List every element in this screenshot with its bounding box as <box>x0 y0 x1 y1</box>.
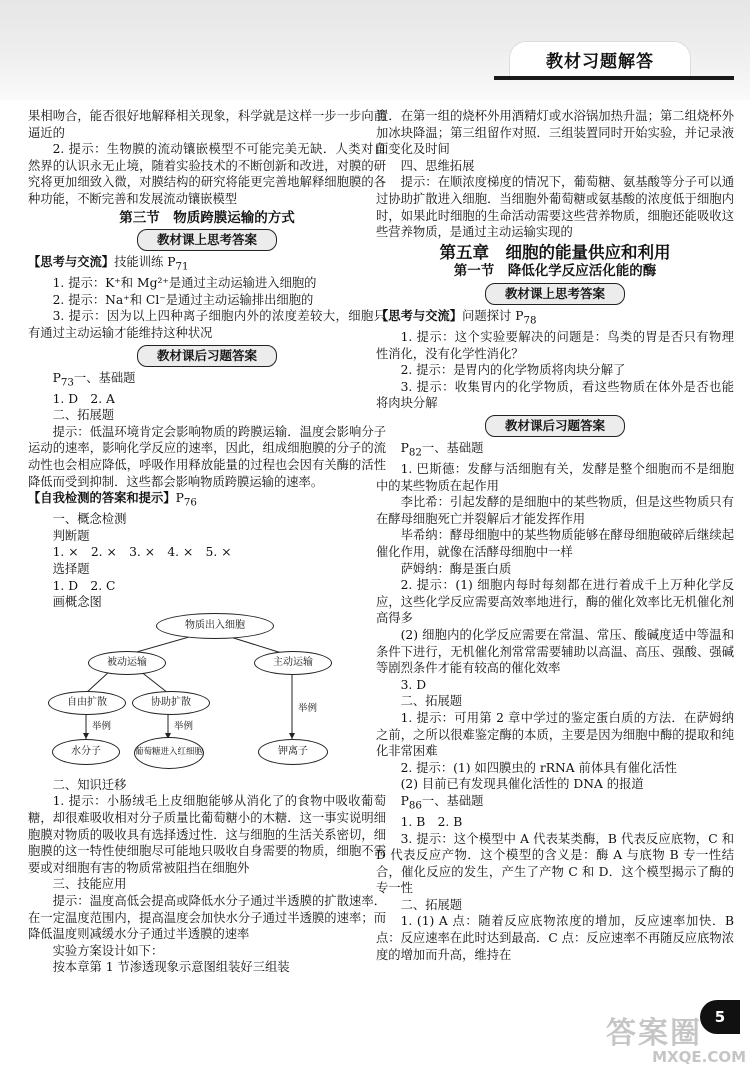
banner-in-class: 教材课上思考答案 <box>137 229 277 251</box>
answer-paragraph: 毕希纳：酵母细胞中的某些物质能够在酵母细胞破碎后继续起催化作用，就像在活酵母细胞中一样 <box>376 528 734 559</box>
discussion-text: 技能训练 P <box>114 255 176 270</box>
self-check-heading <box>28 490 386 511</box>
node-glucose: 葡萄糖进入红细胞 <box>134 737 204 769</box>
page-ref: P <box>400 793 409 808</box>
subsection-title: 四、思维拓展 <box>400 158 475 173</box>
answer-paragraph: 1. 巴斯德：发酵与活细胞有关，发酵是整个细胞而不是细胞中的某些物质在起作用 <box>376 462 734 493</box>
answer-line: 实验方案设计如下： <box>52 943 164 958</box>
intro-text: 果相吻合，能否很好地解释相关现象，科学就是这样一步一步向前逼近的 <box>28 109 386 140</box>
answer-paragraph: 3. 提示：这个模型中 A 代表某类酶，B 代表反应底物，C 和 D 代表反应产物．这个模型的含义是：酶 A 与底物 B 专一性结合，催化反应的发生，产生了产物 C 和 D．这个模型揭示了酶的专一性 <box>376 831 734 896</box>
edge-label: 举例 <box>174 720 194 732</box>
concept-map <box>48 613 378 773</box>
section-title: 第三节 物质跨膜运输的方式 <box>119 209 295 226</box>
answer-line: (2) 目前已有发现具催化活性的 DNA 的报道 <box>400 777 644 792</box>
subsection-title: 二、拓展题 <box>400 694 463 709</box>
node-potassium: 钾离子 <box>258 739 328 765</box>
answer-paragraph: 置．在第一组的烧杯外用酒精灯或水浴锅加热升温；第二组烧杯外加冰块降温；第三组留作对照．三组装置同时开始实验，并记录液面变化及时间 <box>376 109 734 157</box>
node-facilitated-diffusion: 协助扩散 <box>132 691 210 715</box>
subsection-title: 二、拓展题 <box>52 408 115 423</box>
page-ref-sub: 78 <box>523 314 537 327</box>
page-ref: P <box>175 491 184 506</box>
answer-paragraph: 提示：在顺浓度梯度的情况下，葡萄糖、氨基酸等分子可以通过协助扩散进入细胞．当细胞外葡萄糖或氨基酸的浓度低于细胞内时，如果此时细胞的生命活动需要这些营养物质，细胞还能吸收这些营养物质，是通过主动运输实现的 <box>376 175 734 240</box>
page-ref: P <box>400 440 409 455</box>
subsection-title: 二、知识迁移 <box>52 777 127 792</box>
discussion-label: 【思考与交流】 <box>376 308 463 323</box>
answer-line: 萨姆纳：酶是蛋白质 <box>400 561 512 576</box>
answer-paragraph: 1. (1) A 点：随着反应底物浓度的增加，反应速率加快．B 点：反应速率在此时达到最高．C 点：反应速率不再随反应底物浓度的增加而升高，维持在 <box>376 914 734 962</box>
page-ref-sub: 76 <box>183 496 197 509</box>
question-type: 选择题 <box>52 562 90 577</box>
page-ref: 71 <box>175 260 189 273</box>
answer-line: 1. 提示：K⁺和 Mg²⁺是通过主动运输进入细胞的 <box>52 276 317 291</box>
page-ref-line <box>376 793 734 814</box>
discussion-label: 【思考与交流】 <box>28 255 115 270</box>
answer-paragraph: 李比希：引起发酵的是细胞中的某些物质，但是这些物质只有在酵母细胞死亡并裂解后才能发挥作用 <box>376 495 734 526</box>
answer-line: 1. 提示：这个实验要解决的问题是：鸟类的胃是否只有物理性消化，没有化学性消化？ <box>376 329 734 361</box>
watermark <box>606 1008 746 1064</box>
edge-label: 举例 <box>92 720 112 732</box>
page-ref-sub: 73 <box>60 376 74 389</box>
answer-line: 3. 提示：收集胃内的化学物质，看这些物质在体外是否也能将肉块分解 <box>376 379 734 411</box>
discussion-text: 问题探讨 P <box>462 308 524 323</box>
watermark-text: 答案圈 <box>606 1016 702 1051</box>
answer-paragraph: 提示：低温环境肯定会影响物质的跨膜运输．温度会影响分子运动的速率，影响化学反应的速率，因此，组成细胞膜的分子的流动性也会相应降低，呼吸作用释放能量的过程也会因有关酶的活性降低而受到抑制．这些都会影响物质跨膜运输的速率。 <box>28 424 386 489</box>
intro-text: 2. 提示：生物膜的流动镶嵌模型不可能完美无缺．人类对自然界的认识永无止境，随着实验技术的不断创新和改进，对膜的研究将更加细致入微，对膜结构的研究将能更完善地解释细胞膜的各种功能，不断完善和发展流动镶嵌模型 <box>28 142 386 206</box>
answer-line: 2. 提示：是胃内的化学物质将肉块分解了 <box>400 363 626 378</box>
page-ref-line <box>28 370 386 391</box>
right-column <box>376 108 734 963</box>
subsection-title: 一、基础题 <box>421 440 484 455</box>
banner-after-class: 教材课后习题答案 <box>137 345 277 367</box>
answer-line: 1. D 2. C <box>52 578 116 593</box>
node-root: 物质出入细胞 <box>156 613 274 639</box>
question-type: 画概念图 <box>52 595 102 610</box>
page-ref-sub: 82 <box>408 446 422 459</box>
banner-in-class: 教材课上思考答案 <box>485 283 625 305</box>
question-type: 判断题 <box>52 528 90 543</box>
answer-paragraph: 2. 提示：(1) 细胞内每时每刻都在进行着成千上万种化学反应，这些化学反应需要高效率地进行，酶的催化效率比无机催化剂高得多 <box>376 578 734 626</box>
answer-paragraph: 提示：温度高低会提高或降低水分子通过半透膜的扩散速率．在一定温度范围内，提高温度会加快水分子通过半透膜的速率；而降低温度则减缓水分子通过半透膜的速率 <box>28 893 386 942</box>
node-passive: 被动运输 <box>88 651 166 675</box>
answer-line: 2. 提示：Na⁺和 Cl⁻是通过主动运输排出细胞的 <box>52 292 314 307</box>
header-rule <box>494 76 734 80</box>
discussion-heading <box>376 308 734 329</box>
subsection-title: 二、拓展题 <box>400 897 463 912</box>
header-title: 教材习题解答 <box>510 42 690 76</box>
page-ref-sub: 86 <box>408 799 422 812</box>
banner-after-class: 教材课后习题答案 <box>485 415 625 437</box>
watermark-url: MXQE.COM <box>652 1048 746 1066</box>
node-active: 主动运输 <box>254 651 332 675</box>
node-free-diffusion: 自由扩散 <box>48 691 126 715</box>
page-ref-line <box>376 440 734 461</box>
subsection-title: 三、技能应用 <box>52 877 127 892</box>
answer-line: 2. 提示：(1) 如四膜虫的 rRNA 前体具有催化活性 <box>400 760 677 775</box>
answer-paragraph: 1. 提示：可用第 2 章中学过的鉴定蛋白质的方法．在萨姆纳之前，之所以很难鉴定酶的本质，主要是因为细胞中酶的提取和纯化非常困难 <box>376 710 734 759</box>
answer-line: 1. × 2. × 3. × 4. × 5. × <box>52 545 232 560</box>
subsection-title: 一、基础题 <box>73 370 136 385</box>
self-check-label: 【自我检测的答案和提示】 <box>28 491 176 506</box>
edge-label: 举例 <box>298 702 318 714</box>
answer-line: 3. 提示：因为以上四种离子细胞内外的浓度差较大，细胞只有通过主动运输才能维持这种状况 <box>28 309 386 340</box>
subsection-title: 一、基础题 <box>421 793 484 808</box>
answer-line: 1. B 2. B <box>400 814 463 829</box>
page-number: 5 <box>700 1000 740 1034</box>
section-title: 第一节 降低化学反应活化能的酶 <box>453 263 657 280</box>
node-water: 水分子 <box>52 739 120 765</box>
chapter-title: 第五章 细胞的能量供应和利用 <box>439 242 671 262</box>
answer-paragraph: 1. 提示：小肠绒毛上皮细胞能够从消化了的食物中吸收葡萄糖，却很难吸收相对分子质量比葡萄糖小的木糖．这一事实说明细胞膜对物质的吸收具有选择透过性．这与细胞的生活关系密切，细胞膜的这一特性使细胞尽可能地只吸收自身需要的物质，细胞不需要或对细胞有害的物质常被阻挡在细胞外 <box>28 794 386 875</box>
answer-paragraph: (2) 细胞内的化学反应需要在常温、常压、酸碱度适中等温和条件下进行，无机催化剂常常需要辅助以高温、高压、强酸、强碱等剧烈条件才能有较高的催化效率 <box>376 627 734 676</box>
left-column <box>28 108 386 976</box>
discussion-heading <box>28 254 386 275</box>
page-ref: P <box>52 370 61 385</box>
answer-line: 按本章第 1 节渗透现象示意图组装好三组装 <box>52 960 290 975</box>
answer-line: 1. D 2. A <box>52 391 115 406</box>
subsection-title: 一、概念检测 <box>52 512 127 527</box>
answer-line: 3. D <box>400 677 427 692</box>
